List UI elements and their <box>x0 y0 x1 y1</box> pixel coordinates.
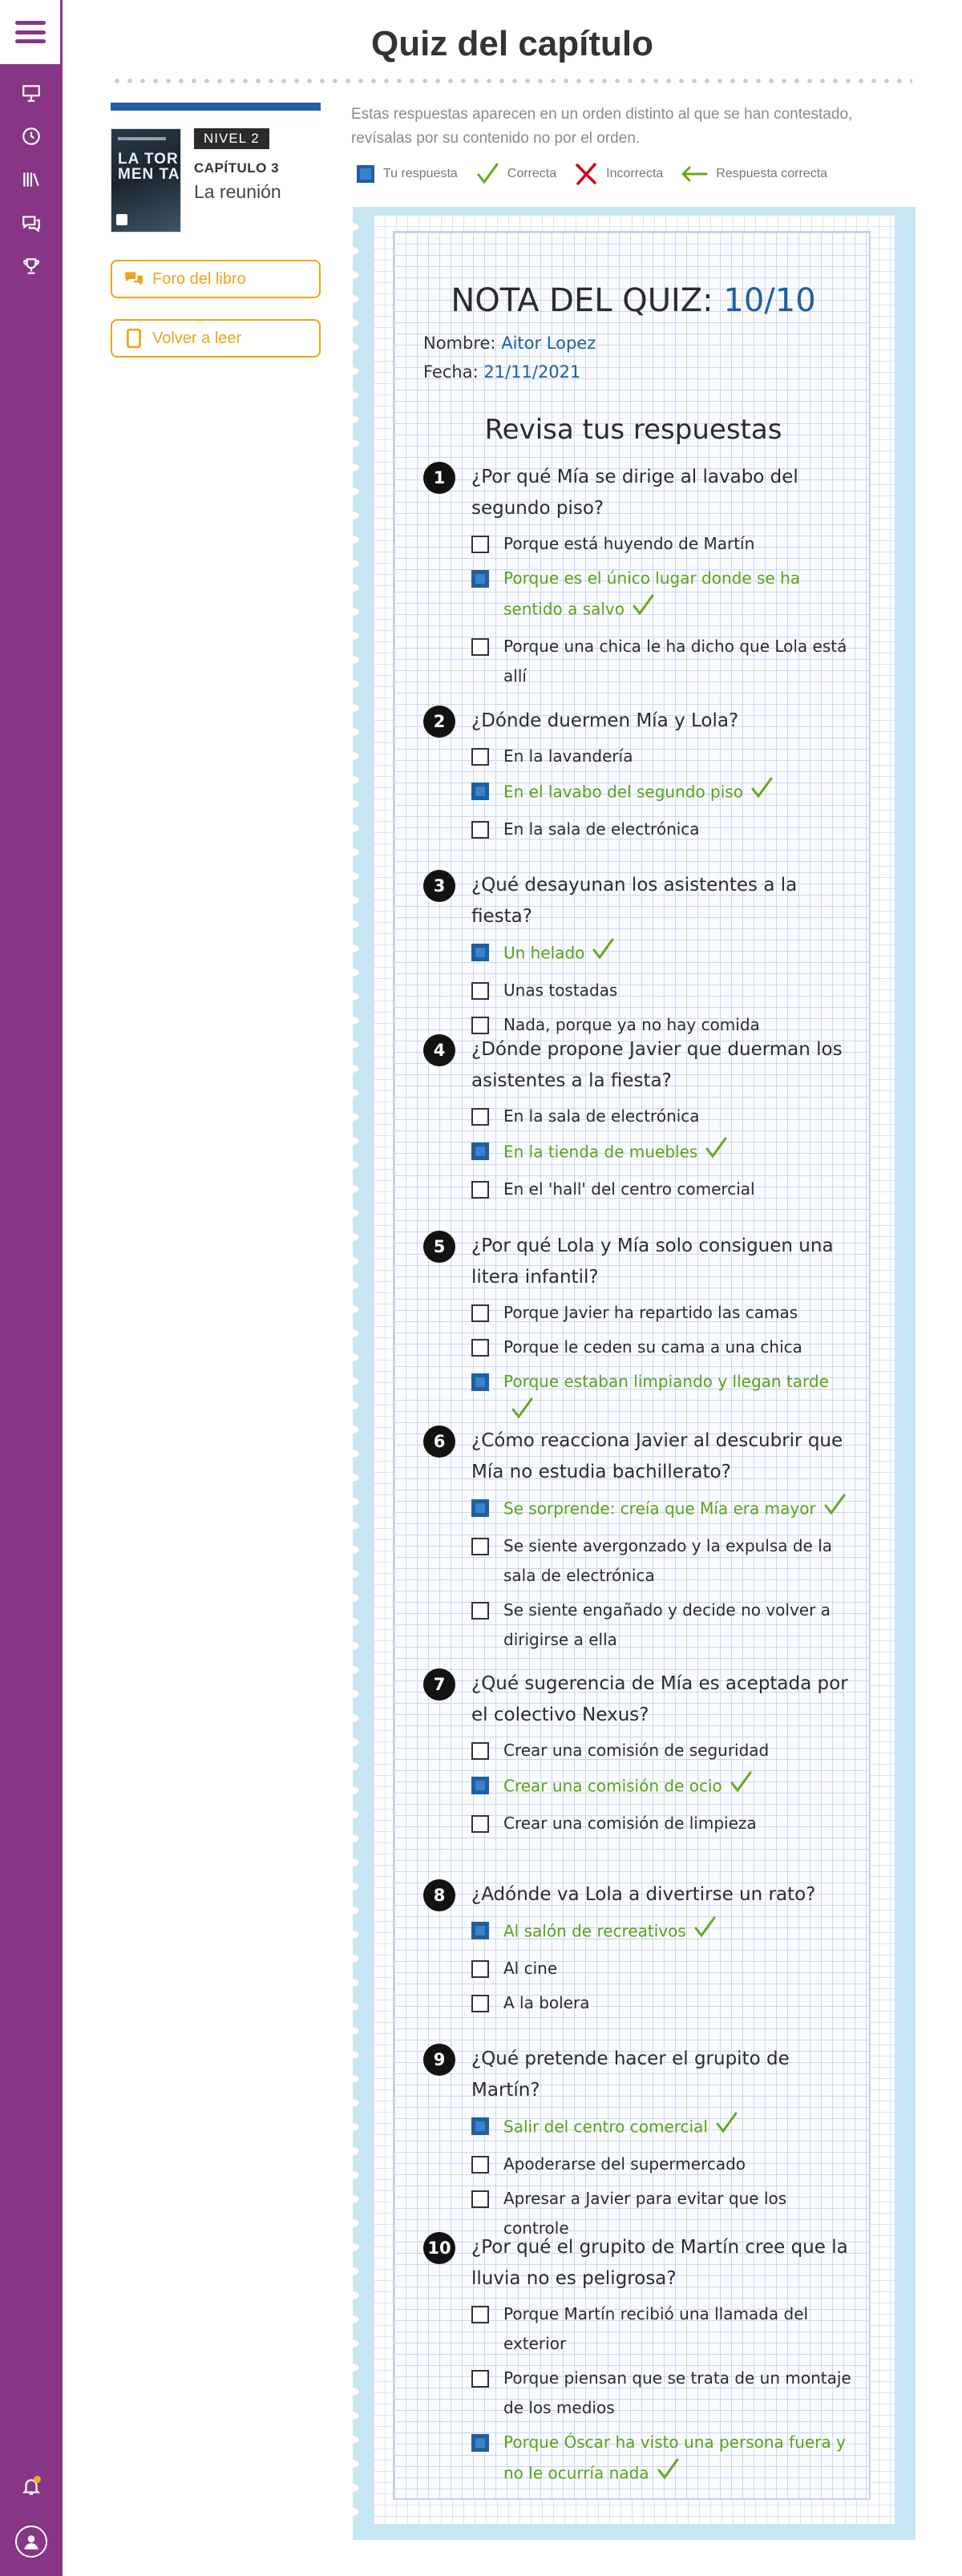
answer-text <box>503 529 856 559</box>
answer-text <box>503 1770 856 1804</box>
checkbox <box>471 1108 489 1126</box>
answer-text <box>503 632 856 691</box>
answer-label: Apresar a Javier para evitar que los controle <box>503 2189 787 2238</box>
answer-label: Nada, porque ya no hay comida <box>503 1015 760 1034</box>
legend <box>356 162 845 186</box>
question-4 <box>423 1034 856 1209</box>
answer-label: Salir del centro comercial <box>503 2117 708 2137</box>
answer-text <box>503 776 856 810</box>
notification-dot <box>34 2476 41 2483</box>
question-number: 4 <box>423 1034 455 1066</box>
answer-text <box>503 1915 856 1949</box>
quiz-notebook <box>353 207 916 2540</box>
answer-label: En la sala de electrónica <box>503 819 700 839</box>
name-value: Aitor Lopez <box>501 334 596 353</box>
question-7 <box>423 1668 856 1843</box>
answer-label: Porque estaban limpiando y llegan tarde <box>503 1372 829 1391</box>
back-to-read-label: Volver a leer <box>152 329 242 347</box>
answer-text <box>503 1809 856 1838</box>
quiz-score <box>394 282 872 319</box>
publisher-logo <box>116 214 127 225</box>
question-text: ¿Por qué el grupito de Martín cree que la lluvia no es peligrosa? <box>471 2237 848 2289</box>
question-number: 8 <box>423 1879 455 1911</box>
answer-option <box>471 1809 856 1838</box>
answer-label: Al salón de recreativos <box>503 1921 686 1941</box>
check-icon <box>714 2111 738 2145</box>
checkbox-checked <box>471 2434 489 2452</box>
checkbox <box>471 1602 489 1620</box>
answer-options <box>471 1102 856 1204</box>
check-icon <box>750 776 774 810</box>
checkbox <box>471 1995 489 2012</box>
check-icon <box>591 937 615 971</box>
student-name <box>423 334 596 353</box>
checkbox <box>471 2370 489 2388</box>
question-text: ¿Dónde propone Javier que duerman los asistentes a la fiesta? <box>471 1039 843 1091</box>
checkbox <box>471 2156 489 2174</box>
answer-label: Porque una chica le ha dicho que Lola está allí <box>503 637 847 685</box>
question-text: ¿Cómo reacciona Javier al descubrir que Mía no estudia bachillerato? <box>471 1430 843 1482</box>
question-9 <box>423 2044 856 2248</box>
notebook-spiral <box>351 215 374 2532</box>
checkbox-checked <box>471 1499 489 1517</box>
answer-text <box>503 1736 856 1765</box>
title-divider <box>111 79 912 83</box>
name-label: Nombre: <box>423 334 496 353</box>
sidebar <box>0 0 63 2576</box>
answer-option <box>471 1736 856 1765</box>
forum-icon <box>123 269 144 289</box>
checkbox <box>471 2306 489 2323</box>
presentation-icon[interactable] <box>18 80 44 106</box>
answer-option <box>471 632 856 691</box>
answer-label: En el lavabo del segundo piso <box>503 782 743 802</box>
checkbox <box>471 1538 489 1555</box>
answer-option <box>471 1595 856 1655</box>
answer-text <box>503 937 856 971</box>
answer-text <box>503 1954 856 1984</box>
answer-option <box>471 815 856 844</box>
answer-option <box>471 1175 856 1204</box>
answer-option <box>471 1954 856 1984</box>
checkbox <box>471 982 489 1000</box>
checkbox <box>471 536 489 553</box>
notebook-page <box>374 215 895 2524</box>
answer-label: En la tienda de muebles <box>503 1142 698 1162</box>
checkbox <box>471 2190 489 2208</box>
answer-text <box>503 2149 856 2179</box>
answer-label: A la bolera <box>503 1993 590 2012</box>
answer-text <box>503 2299 856 2359</box>
question-5 <box>423 1231 856 1435</box>
answer-options <box>471 1298 856 1430</box>
answer-options <box>471 1736 856 1838</box>
answer-option <box>471 1102 856 1131</box>
back-to-read-button[interactable] <box>111 319 321 358</box>
trophy-icon[interactable] <box>18 253 44 279</box>
answer-options <box>471 937 856 1040</box>
level-badge: NIVEL 2 <box>194 128 269 149</box>
date-label: Fecha: <box>423 362 479 382</box>
answer-text <box>503 1493 856 1527</box>
answer-label: Al cine <box>503 1959 558 1978</box>
answer-text <box>503 1136 856 1170</box>
answer-text <box>503 564 856 627</box>
question-8 <box>423 1879 856 2023</box>
chapter-label: CAPÍTULO 3 <box>194 160 280 176</box>
order-notice: Estas respuestas aparecen en un orden distinto al que se han contestado, revísalas por su contenido no por el orden. <box>351 106 853 147</box>
date-value: 21/11/2021 <box>483 362 581 382</box>
answer-option <box>471 1531 856 1591</box>
answer-text <box>503 976 856 1005</box>
answer-option <box>471 529 856 559</box>
answer-label: En la lavandería <box>503 746 633 766</box>
answer-text <box>503 742 856 771</box>
answer-text <box>503 1595 856 1655</box>
answer-option <box>471 1770 856 1804</box>
answer-option <box>471 1493 856 1527</box>
answer-option <box>471 2149 856 2179</box>
answer-option <box>471 2299 856 2359</box>
sidebar-nav <box>0 80 63 279</box>
arrow-left-icon <box>681 165 708 183</box>
answer-text <box>503 815 856 844</box>
checkbox-checked <box>471 1777 489 1794</box>
tablet-icon <box>123 328 144 349</box>
menu-button[interactable] <box>0 0 63 64</box>
legend-correct-answer <box>681 165 827 183</box>
book-accent-bar <box>111 103 321 111</box>
question-text: ¿Qué pretende hacer el grupito de Martín? <box>471 2048 790 2101</box>
checkbox <box>471 821 489 839</box>
check-icon <box>475 162 499 186</box>
checkbox-checked <box>471 783 489 800</box>
review-title: Revisa tus respuestas <box>484 414 782 446</box>
checkbox-checked <box>471 1373 489 1391</box>
answer-options <box>471 1493 856 1655</box>
answer-option <box>471 1332 856 1362</box>
chat-icon[interactable] <box>18 210 44 236</box>
answer-label: Porque es el único lugar donde se ha sentido a salvo <box>503 568 801 619</box>
checkbox-checked <box>471 570 489 588</box>
library-icon[interactable] <box>18 167 44 192</box>
answer-text <box>503 1531 856 1591</box>
book-forum-label: Foro del libro <box>152 269 246 288</box>
question-number: 6 <box>423 1425 455 1458</box>
question-text: ¿Por qué Mía se dirige al lavabo del segundo piso? <box>471 467 798 519</box>
book-cover-title: LA TOR MEN TA <box>118 151 180 183</box>
question-text: ¿Qué desayunan los asistentes a la fiesta? <box>471 875 798 927</box>
answer-option <box>471 1988 856 2018</box>
answer-option <box>471 742 856 771</box>
answer-options <box>471 742 856 844</box>
checkbox <box>471 1304 489 1322</box>
answer-label: Porque piensan que se trata de un montaje de los medios <box>503 2368 851 2417</box>
answer-text <box>503 1332 856 1362</box>
legend-your-answer <box>356 164 458 184</box>
question-number: 5 <box>423 1231 455 1263</box>
question-6 <box>423 1425 856 1660</box>
checkbox-checked <box>471 1142 489 1160</box>
answer-label: Crear una comisión de limpieza <box>503 1814 757 1833</box>
answer-label: Porque le ceden su cama a una chica <box>503 1337 802 1357</box>
answer-option <box>471 937 856 971</box>
book-forum-button[interactable] <box>111 260 321 298</box>
cross-icon <box>574 162 598 186</box>
question-number: 9 <box>423 2044 455 2076</box>
legend-your-answer-label: Tu respuesta <box>383 167 458 180</box>
checkbox <box>471 1181 489 1199</box>
answer-label: Unas tostadas <box>503 981 618 1000</box>
answer-option <box>471 564 856 627</box>
score-label: NOTA DEL QUIZ: <box>451 282 713 319</box>
question-number: 3 <box>423 870 455 902</box>
answer-label: Apoderarse del supermercado <box>503 2154 746 2174</box>
user-avatar-icon[interactable] <box>15 2525 47 2558</box>
answer-text <box>503 1175 856 1204</box>
question-number: 2 <box>423 706 455 738</box>
answer-text <box>503 1367 856 1430</box>
selected-box-icon <box>356 164 375 184</box>
score-value: 10/10 <box>723 282 816 319</box>
question-text: ¿Por qué Lola y Mía solo consiguen una litera infantil? <box>471 1235 834 1288</box>
answer-text <box>503 2364 856 2423</box>
answer-option <box>471 2428 856 2491</box>
checkbox <box>471 638 489 656</box>
answer-label: En el 'hall' del centro comercial <box>503 1179 755 1199</box>
check-icon <box>693 1915 717 1949</box>
check-icon <box>631 593 655 627</box>
checkbox <box>471 1815 489 1833</box>
answer-label: Se sorprende: creía que Mía era mayor <box>503 1498 816 1519</box>
answer-label: Crear una comisión de seguridad <box>503 1741 770 1760</box>
question-number: 1 <box>423 462 455 494</box>
answer-label: Se siente engañado y decide no volver a dirigirse a ella <box>503 1600 831 1649</box>
checkbox <box>471 1742 489 1760</box>
answer-label: En la sala de electrónica <box>503 1106 700 1126</box>
answer-label: Porque Javier ha repartido las camas <box>503 1303 798 1322</box>
checkbox <box>471 1339 489 1357</box>
answer-option <box>471 2364 856 2423</box>
answer-text <box>503 2111 856 2145</box>
question-number: 7 <box>423 1668 455 1700</box>
answer-label: Se siente avergonzado y la expulsa de la sala de electrónica <box>503 1536 833 1585</box>
checkbox-checked <box>471 944 489 961</box>
quiz-sheet <box>393 231 871 2500</box>
check-icon <box>656 2457 680 2491</box>
checkbox <box>471 1017 489 1034</box>
answer-label: Porque Martín recibió una llamada del exterior <box>503 2304 809 2353</box>
legend-correct <box>475 162 556 186</box>
answer-text <box>503 2428 856 2491</box>
question-3 <box>423 870 856 1045</box>
question-text: ¿Qué sugerencia de Mía es aceptada por el colectivo Nexus? <box>471 1673 848 1725</box>
checkbox-checked <box>471 2117 489 2135</box>
question-text: ¿Adónde va Lola a divertirse un rato? <box>471 1884 816 1905</box>
notification-bell-icon[interactable] <box>18 2473 44 2499</box>
page-title: Quiz del capítulo <box>370 24 654 63</box>
question-2 <box>423 706 856 849</box>
answer-label: Porque Óscar ha visto una persona fuera y no le ocurría nada <box>503 2432 846 2483</box>
legend-correct-label: Correcta <box>507 167 557 180</box>
answer-label: Porque está huyendo de Martín <box>503 534 755 553</box>
answer-option <box>471 1136 856 1170</box>
chapter-name: La reunión <box>194 181 281 202</box>
check-icon <box>729 1770 753 1804</box>
answer-label: Un helado <box>503 943 585 963</box>
hamburger-icon <box>15 21 46 43</box>
book-info <box>111 128 321 233</box>
answer-options <box>471 1915 856 2018</box>
answer-option <box>471 1298 856 1328</box>
legend-correct-answer-label: Respuesta correcta <box>716 167 828 180</box>
answer-text <box>503 1988 856 2018</box>
answer-option <box>471 1367 856 1430</box>
answer-options <box>471 2111 856 2243</box>
check-icon <box>704 1136 728 1170</box>
answer-options <box>471 529 856 691</box>
answer-option <box>471 1915 856 1949</box>
answer-text <box>503 1102 856 1131</box>
question-1 <box>423 462 856 696</box>
answer-option <box>471 976 856 1005</box>
checkbox <box>471 748 489 766</box>
legend-incorrect <box>574 162 663 186</box>
book-panel <box>111 103 321 358</box>
legend-incorrect-label: Incorrecta <box>606 167 664 180</box>
answer-text <box>503 1298 856 1328</box>
question-number: 10 <box>423 2232 455 2264</box>
question-10 <box>423 2232 856 2496</box>
checkbox <box>471 1960 489 1978</box>
checkbox-checked <box>471 1922 489 1939</box>
quiz-date <box>423 362 580 382</box>
check-icon <box>823 1493 847 1527</box>
question-text: ¿Dónde duermen Mía y Lola? <box>471 710 739 731</box>
book-cover[interactable] <box>111 128 181 233</box>
clock-icon[interactable] <box>18 123 44 149</box>
answer-label: Crear una comisión de ocio <box>503 1776 722 1796</box>
answer-option <box>471 776 856 810</box>
answer-option <box>471 2111 856 2145</box>
answer-options <box>471 2299 856 2491</box>
